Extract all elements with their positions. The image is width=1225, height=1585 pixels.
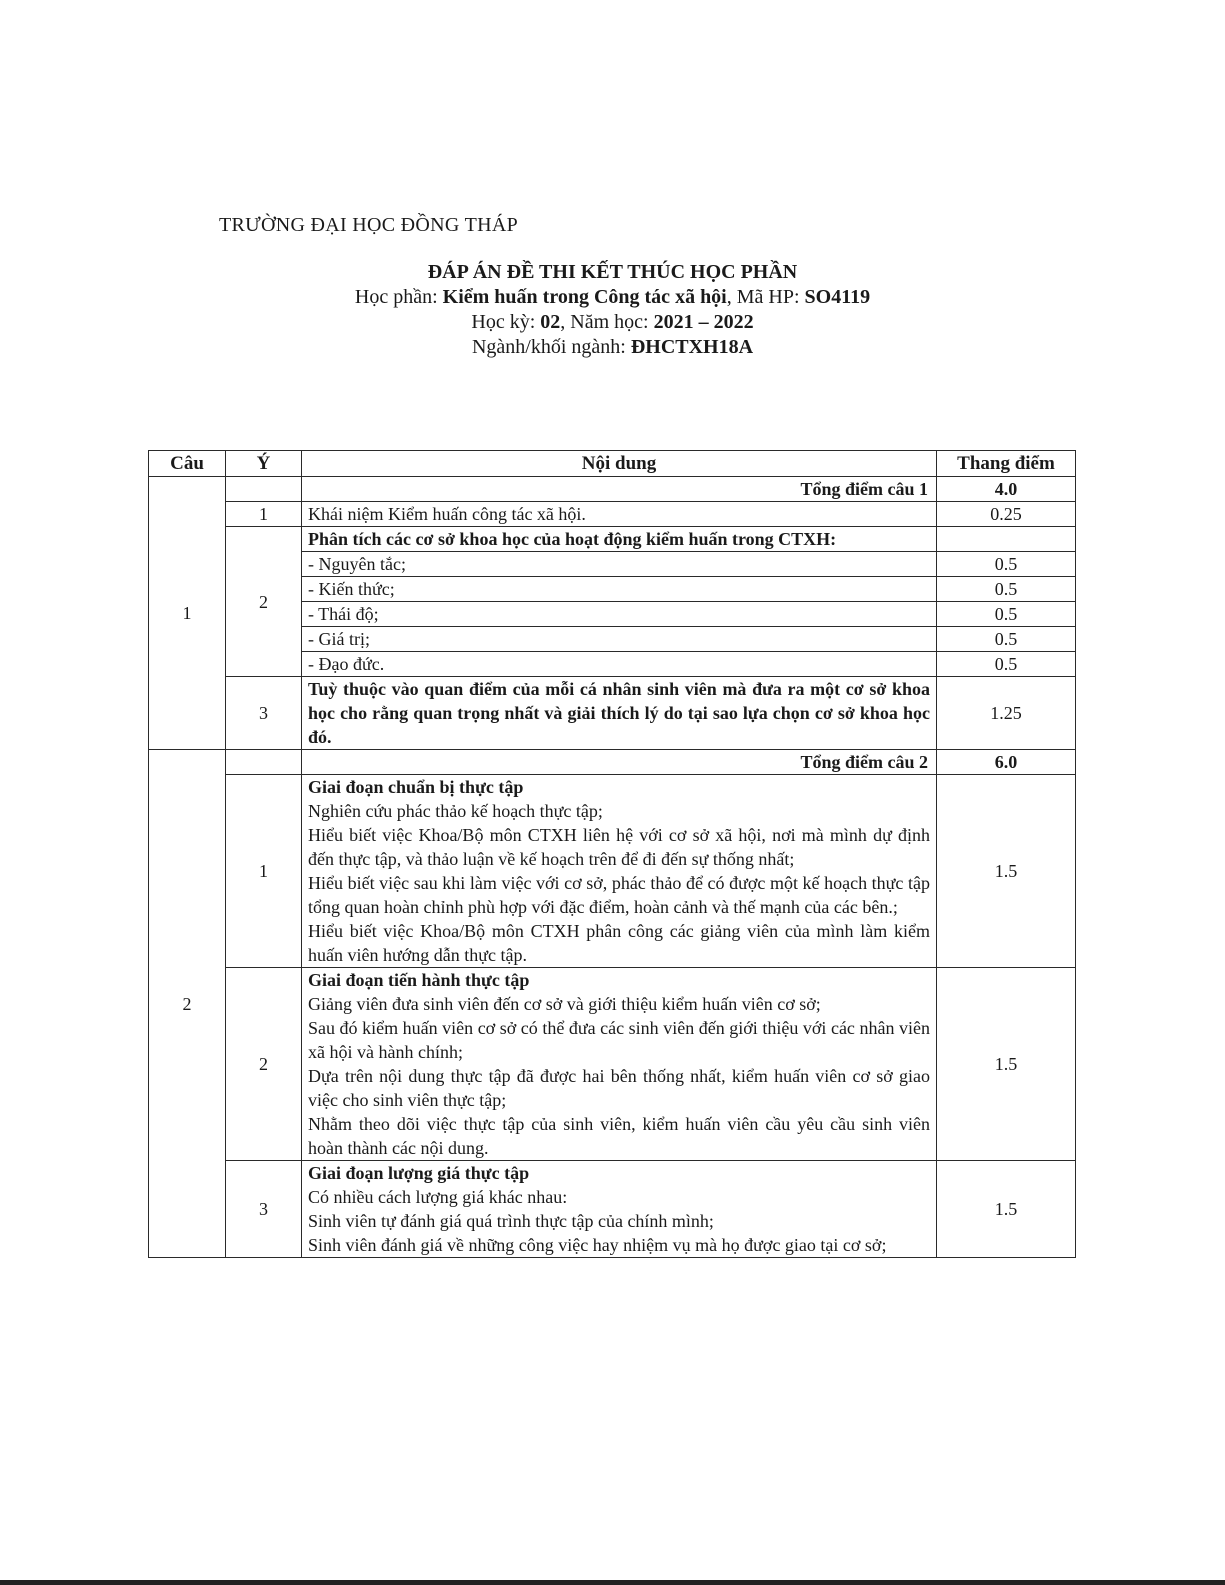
semester-prefix: Học kỳ: — [471, 311, 541, 333]
q2-y1-line: Hiểu biết việc sau khi làm việc với cơ sở, phác thảo để có được một kế hoạch thực tập tổng quan hoàn chỉnh phù hợp với đặc điểm, hoàn cảnh và thế mạnh của các bên.; — [308, 873, 930, 917]
course-code: SO4119 — [804, 286, 871, 308]
q1-y3-number: 3 — [226, 677, 302, 750]
course-prefix: Học phần: — [354, 286, 443, 308]
q2-total-y — [226, 750, 302, 775]
q2-y3-line: Sinh viên đánh giá về những công việc hay nhiệm vụ mà họ được giao tại cơ sở; — [308, 1235, 887, 1255]
exam-header — [0, 260, 1225, 360]
major-line — [0, 335, 1225, 360]
school-year: 2021 – 2022 — [653, 311, 754, 333]
q2-y1-line: Nghiên cứu phác thảo kế hoạch thực tập; — [308, 801, 603, 821]
q1-total-score: 4.0 — [937, 477, 1076, 502]
q2-total-score: 6.0 — [937, 750, 1076, 775]
q2-y2-line: Sau đó kiểm huấn viên cơ sở có thể đưa các sinh viên đến giới thiệu với các nhân viên xã hội và hành chính; — [308, 1018, 930, 1062]
q1-y1-content: Khái niệm Kiểm huấn công tác xã hội. — [302, 502, 937, 527]
q2-y1-content — [302, 775, 937, 968]
q1-y2-item: - Đạo đức. — [302, 652, 937, 677]
q2-y2-line: Dựa trên nội dung thực tập đã được hai bên thống nhất, kiểm huấn viên cơ sở giao việc cho sinh viên thực tập; — [308, 1066, 930, 1110]
q2-y1-number: 1 — [226, 775, 302, 968]
q1-y2-item: - Thái độ; — [302, 602, 937, 627]
q2-y2-number: 2 — [226, 968, 302, 1161]
q1-y2-title: Phân tích các cơ sở khoa học của hoạt động kiểm huấn trong CTXH: — [302, 527, 937, 552]
q2-y1-title: Giai đoạn chuẩn bị thực tập — [308, 777, 524, 797]
q2-y2-score: 1.5 — [937, 968, 1076, 1161]
q1-total-y — [226, 477, 302, 502]
q2-y2-title: Giai đoạn tiến hành thực tập — [308, 970, 530, 990]
semester-line — [0, 310, 1225, 335]
q2-y3-line: Sinh viên tự đánh giá quá trình thực tập của chính mình; — [308, 1211, 714, 1231]
header-cau: Câu — [149, 451, 226, 477]
q1-y2-item: - Kiến thức; — [302, 577, 937, 602]
q1-y2-item: - Nguyên tắc; — [302, 552, 937, 577]
scan-bottom-edge — [0, 1580, 1225, 1585]
q2-total-label: Tổng điểm câu 2 — [302, 750, 937, 775]
q1-y2-item: - Giá trị; — [302, 627, 937, 652]
q2-y3-number: 3 — [226, 1161, 302, 1258]
q2-y3-score: 1.5 — [937, 1161, 1076, 1258]
q1-y2-number: 2 — [226, 527, 302, 677]
q2-y1-score: 1.5 — [937, 775, 1076, 968]
header-y: Ý — [226, 451, 302, 477]
q2-y2-line: Nhằm theo dõi việc thực tập của sinh viên, kiểm huấn viên cầu yêu cầu sinh viên hoàn thành các nội dung. — [308, 1114, 930, 1158]
q2-y3-content — [302, 1161, 937, 1258]
q1-y2-item-score: 0.5 — [937, 652, 1076, 677]
q1-y1-number: 1 — [226, 502, 302, 527]
code-prefix: , Mã HP: — [726, 286, 805, 308]
answer-key-table — [148, 450, 1076, 1258]
header-noidung: Nội dung — [302, 451, 937, 477]
q1-y3-score: 1.25 — [937, 677, 1076, 750]
q1-number: 1 — [149, 477, 226, 750]
q1-y1-score: 0.25 — [937, 502, 1076, 527]
q2-y3-line: Có nhiều cách lượng giá khác nhau: — [308, 1187, 568, 1207]
major: ĐHCTXH18A — [630, 336, 754, 358]
school-name: TRƯỜNG ĐẠI HỌC ĐỒNG THÁP — [219, 214, 519, 236]
q2-y2-content — [302, 968, 937, 1161]
q2-y1-line: Hiểu biết việc Khoa/Bộ môn CTXH phân công các giảng viên của mình làm kiểm huấn viên hướng dẫn thực tập. — [308, 921, 930, 965]
header-thangdiem: Thang điểm — [937, 451, 1076, 477]
course-line — [0, 285, 1225, 310]
q1-total-label: Tổng điểm câu 1 — [302, 477, 937, 502]
q2-y2-line: Giảng viên đưa sinh viên đến cơ sở và giới thiệu kiểm huấn viên cơ sở; — [308, 994, 821, 1014]
q2-number: 2 — [149, 750, 226, 1258]
major-prefix: Ngành/khối ngành: — [471, 336, 631, 358]
year-prefix: , Năm học: — [560, 311, 654, 333]
q1-y3-content: Tuỳ thuộc vào quan điểm của mỗi cá nhân sinh viên mà đưa ra một cơ sở khoa học cho rằng quan trọng nhất và giải thích lý do tại sao lựa chọn cơ sở khoa học đó. — [302, 677, 937, 750]
q2-y3-title: Giai đoạn lượng giá thực tập — [308, 1163, 530, 1183]
q1-y2-item-score: 0.5 — [937, 552, 1076, 577]
q1-y2-item-score: 0.5 — [937, 627, 1076, 652]
semester: 02 — [540, 311, 561, 333]
q1-y2-title-score — [937, 527, 1076, 552]
q2-y1-line: Hiểu biết việc Khoa/Bộ môn CTXH liên hệ với cơ sở xã hội, nơi mà mình dự định đến thực tập, và thảo luận về kế hoạch trên để đi đến sự thống nhất; — [308, 825, 930, 869]
answer-key-title: ĐÁP ÁN ĐỀ THI KẾT THÚC HỌC PHẦN — [427, 261, 798, 283]
q1-y2-item-score: 0.5 — [937, 577, 1076, 602]
q1-y2-item-score: 0.5 — [937, 602, 1076, 627]
course-name: Kiểm huấn trong Công tác xã hội — [442, 286, 727, 308]
